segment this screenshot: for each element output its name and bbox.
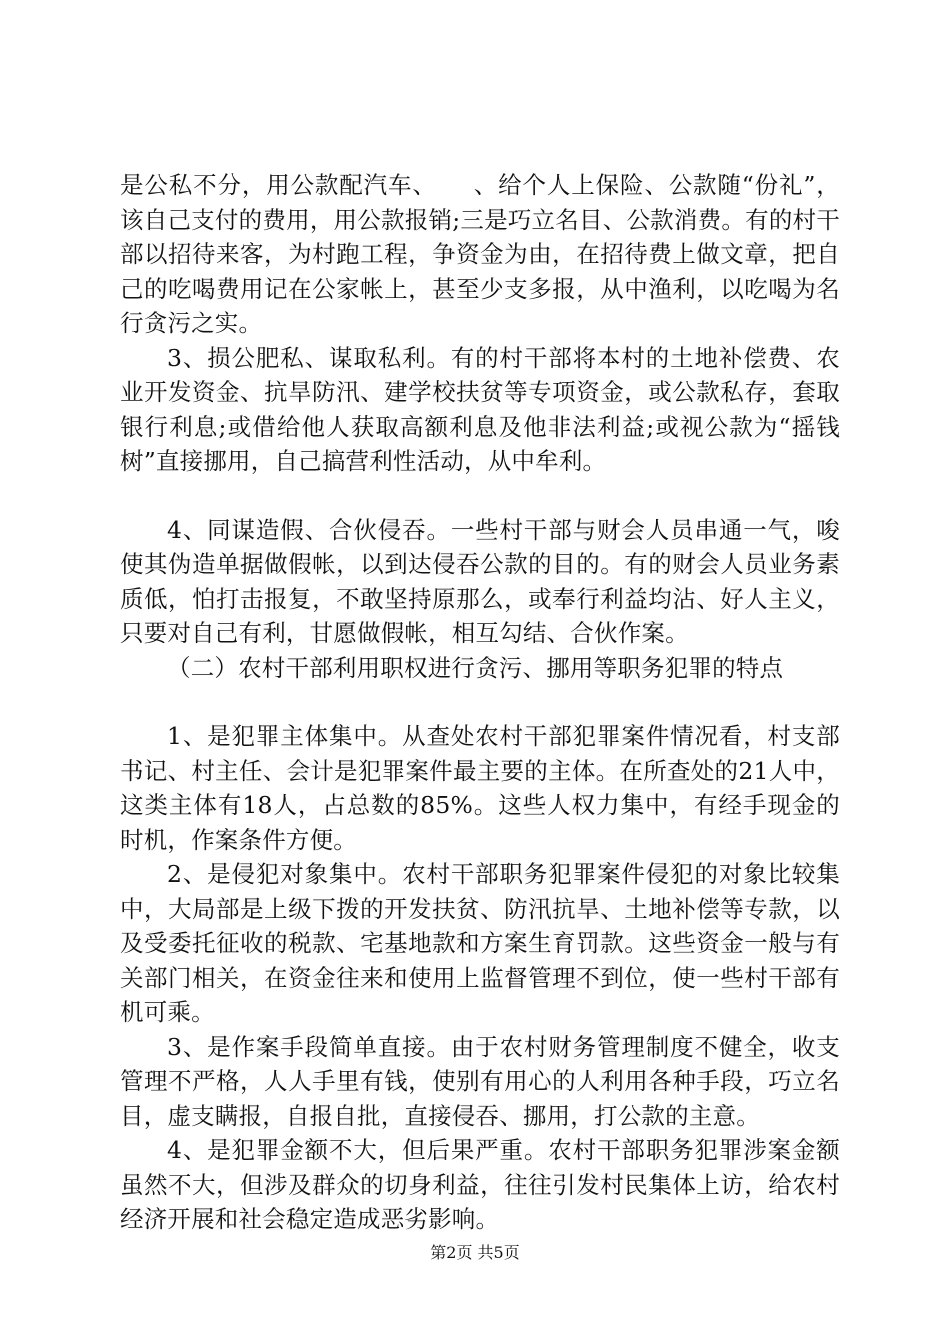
- paragraph-feature-4: 4、是犯罪金额不大，但后果严重。农村干部职务犯罪涉案金额虽然不大，但涉及群众的切身利益，往往引发村民集体上访，给农村经济开展和社会稳定造成恶劣影响。: [120, 1136, 840, 1233]
- paragraph-feature-2: 2、是侵犯对象集中。农村干部职务犯罪案件侵犯的对象比较集中，大局部是上级下拨的开发扶贫、防汛抗旱、土地补偿等专款，以及受委托征收的税款、宅基地款和方案生育罚款。这些资金一般与有关部门相关，在资金往来和使用上监督管理不到位，使一些村干部有机可乘。: [120, 860, 840, 1026]
- section-heading: （二）农村干部利用职权进行贪污、挪用等职务犯罪的特点: [167, 653, 784, 682]
- paragraph-item-4: 4、同谋造假、合伙侵吞。一些村干部与财会人员串通一气，唆使其伪造单据做假帐，以到达侵吞公款的目的。有的财会人员业务素质低，怕打击报复，不敢坚持原那么，或奉行利益均沾、好人主义，只要对自己有利，甘愿做假帐，相互勾结、合伙作案。: [120, 515, 840, 647]
- paragraph-feature-3: 3、是作案手段简单直接。由于农村财务管理制度不健全，收支管理不严格，人人手里有钱，使别有用心的人利用各种手段，巧立名目，虚支瞒报，自报自批，直接侵吞、挪用，打公款的主意。: [120, 1032, 840, 1130]
- paragraph-item-3: 3、损公肥私、谋取私利。有的村干部将本村的土地补偿费、农业开发资金、抗旱防汛、建学校扶贫等专项资金，或公款私存，套取银行利息;或借给他人获取高额利息及他非法利益;或视公款为“摇钱树”直接挪用，自己搞营利性活动，从中牟利。: [120, 343, 840, 475]
- paragraph-continuation: 是公私不分，用公款配汽车、 、给个人上保险、公款随“份礼”，该自己支付的费用，用公款报销;三是巧立名目、公款消费。有的村干部以招待来客，为村跑工程，争资金为由，在招待费上做文章，把自己的吃喝费用记在公家帐上，甚至少支多报，从中渔利，以吃喝为名行贪污之实。: [120, 171, 840, 337]
- page-number-footer: 第2页 共5页: [430, 1243, 520, 1262]
- paragraph-feature-1: 1、是犯罪主体集中。从查处农村干部犯罪案件情况看，村支部书记、村主任、会计是犯罪案件最主要的主体。在所查处的21人中，这类主体有18人，占总数的85%。这些人权力集中，有经手现金的时机，作案条件方便。: [120, 722, 840, 854]
- document-body: [120, 168, 840, 1237]
